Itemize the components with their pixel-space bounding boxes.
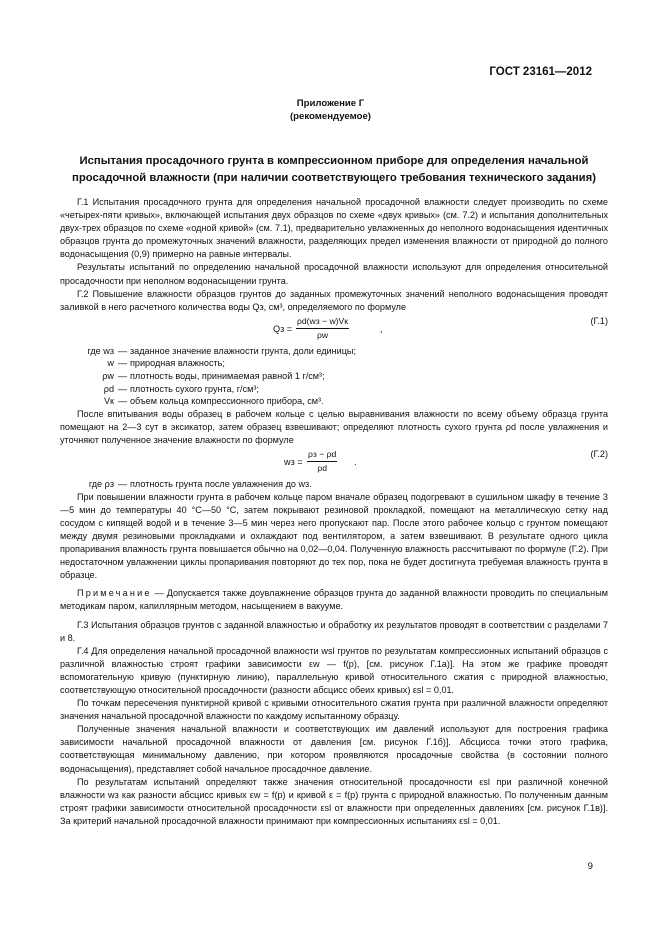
appendix-heading: [0, 97, 661, 123]
definition-text: плотность воды, принимаемая равной 1 г/см³;: [130, 371, 325, 382]
note: [60, 587, 608, 613]
definition-symbol: w: [107, 358, 114, 369]
definition-symbol: ρw: [102, 371, 114, 382]
definition-row: ρd — плотность сухого грунта, г/см³;: [60, 383, 608, 396]
formula-g1: [60, 314, 608, 345]
formula-g2-tail: .: [354, 457, 357, 468]
definitions-g1: [60, 345, 608, 408]
note-text: — Допускается также доувлажнение образцов грунта до заданной влажности проводить по специальным методикам паром, капиллярным методом, насыщением в вакууме.: [60, 588, 608, 612]
note-label: Примечание: [77, 588, 152, 599]
definition-text: природная влажность;: [130, 358, 225, 369]
definition-symbol: ρd: [103, 383, 114, 394]
formula-g1-number: (Г.1): [590, 315, 608, 326]
document-code: ГОСТ 23161—2012: [489, 66, 592, 78]
definition-symbol: где ρз: [88, 479, 114, 490]
page-number: 9: [587, 860, 593, 872]
appendix-title: Приложение Г: [296, 98, 365, 109]
formula-g1-numerator: ρd(wз − w)Vк: [296, 315, 349, 329]
paragraph-intersections: По точкам пересечения пунктирной кривой с кривыми относительного сжатия грунта при различной влажности определяют значения начальной просадочной влажности по каждому испытанному образцу.: [60, 698, 608, 722]
paragraph-steam: При повышении влажности грунта в рабочем кольце паром вначале образец подогревают в сушильном шкафу в течение 3—5 мин до температуры 40 °С—50 °С, затем покрывают резиновой прокладкой, помещают на металлическую сетку над сосудом с кипящей водой и в течение 3—5 мин через него пропускают пар. После этого рабочее кольцо с грунтом помещают между двумя резиновыми прокладками и охлаждают под вентилятором, а затем взвешивают. В результате одного цикла пропаривания влажность грунта повышается обычно на 0,02—0,04. Полученную влажность рассчитывают по формуле (Г.2). При недостаточном увлажнении циклы пропаривания повторяют до тех пор, пока не будет достигнута требуемая влажность грунта в образце.: [60, 491, 608, 581]
paragraph-relative-subsidence: По результатам испытаний определяют также значения относительной просадочности εsl при различной конечной влажности wз как разности абсцисс кривых εw = f(p) и кривой ε = f(p) грунта с природной влажностью. По полученным данным строят графики зависимости относительной просадочности εsl от влажности при определенных давлениях [см. рисунок Г.1в)]. За критерий начальной просадочной влажности принимают при компрессионных испытаниях εsl = 0,01.: [60, 776, 608, 826]
formula-g1-lhs: Qз =: [273, 323, 293, 334]
definition-symbol: где wз: [87, 345, 114, 356]
formula-g2-numerator: ρз − ρd: [307, 448, 337, 462]
formula-g1-fraction: [296, 315, 349, 341]
paragraph-g1: Г.1 Испытания просадочного грунта для определения начальной просадочной влажности следует производить по схеме «четырех-пяти кривых», включающей испытания двух образцов по схеме «двух кривых» (см. 7.2) и испытания дополнительных двух-трех образцов по схеме «одной кривой» (см. 7.1), предварительно увлажненных до неполного водонасыщения идентичных образцов грунта до промежуточных значений влажности, разделяющих предел изменения влажности от природной до полного водонасыщения (0,9) примерно на равные интервалы.: [60, 197, 608, 260]
formula-g2: [60, 447, 608, 478]
formula-g2-lhs: wз =: [284, 457, 303, 468]
formula-g1-denominator: ρw: [316, 329, 329, 340]
formula-g2-fraction: [307, 448, 337, 474]
section-title: Испытания просадочного грунта в компрессионном приборе для определения начальной просадочной влажности (при наличии соответствующего требования технического задания): [72, 155, 596, 184]
definition-text: заданное значение влажности грунта, доли единицы;: [130, 345, 356, 356]
definition-text: плотность грунта после увлажнения до wз.: [130, 479, 312, 490]
paragraph-initial-moisture: Полученные значения начальной влажности и соответствующих им давлений используют для построения графика зависимости начальной просадочной влажности от давления [см. рисунок Г.1б)]. Абсцисса точки этого графика, соответствующая минимальному давлению, при котором проявляются просадочные свойства (в состоянии полного водонасыщения), представляет собой начальное просадочное давление.: [60, 724, 608, 774]
paragraph-g2: Г.2 Повышение влажности образцов грунтов до заданных промежуточных значений неполного водонасыщения проводят заливкой в него расчетного количества воды Qз, см³, определяемого по формуле: [60, 288, 608, 312]
formula-g2-denominator: ρd: [317, 463, 327, 474]
appendix-status: (рекомендуемое): [289, 111, 371, 122]
paragraph-g3: Г.3 Испытания образцов грунтов с заданной влажностью и обработку их результатов проводят в соответствии с разделами 7 и 8.: [60, 619, 608, 643]
definition-row-g2: где ρз — плотность грунта после увлажнения до wз.: [60, 478, 608, 491]
definition-text: плотность сухого грунта, г/см³;: [130, 383, 259, 394]
formula-g2-number: (Г.2): [590, 449, 608, 460]
formula-g1-tail: ,: [380, 323, 383, 334]
definition-row: w — природная влажность;: [60, 357, 608, 370]
definition-row: Vк — объем кольца компрессионного прибора, см³.: [60, 395, 608, 408]
definition-text: объем кольца компрессионного прибора, см³.: [130, 396, 324, 407]
body-text: [60, 196, 608, 828]
paragraph-results: Результаты испытаний по определению начальной просадочной влажности используют для определения относительной просадочности при неполном водонасыщении грунта.: [60, 262, 608, 286]
paragraph-soaking: После впитывания воды образец в рабочем кольце с целью выравнивания влажности по всему объему образца грунта помещают на 2—3 сут в эксикатор, затем образец взвешивают; определяют плотность сухого грунта ρd после увлажнения и уточняют полученное значение влажности по формуле: [60, 408, 608, 445]
paragraph-g4: Г.4 Для определения начальной просадочной влажности wsl грунтов по результатам компрессионных испытаний образцов с различной влажностью строят графики зависимости εw — f(p), [см. рисунок Г.1а)]. На этом же графике проводят вспомогательную кривую (пунктирную линию), параллельную кривой относительного сжатия с природной влажностью, соответствующую относительной просадочности (разности абсцисс обеих кривых) εsl = 0,01.: [60, 645, 608, 695]
definition-symbol: Vк: [103, 396, 114, 407]
definition-row: ρw — плотность воды, принимаемая равной 1 г/см³;: [60, 370, 608, 383]
definition-row: где wз — заданное значение влажности грунта, доли единицы;: [60, 345, 608, 358]
